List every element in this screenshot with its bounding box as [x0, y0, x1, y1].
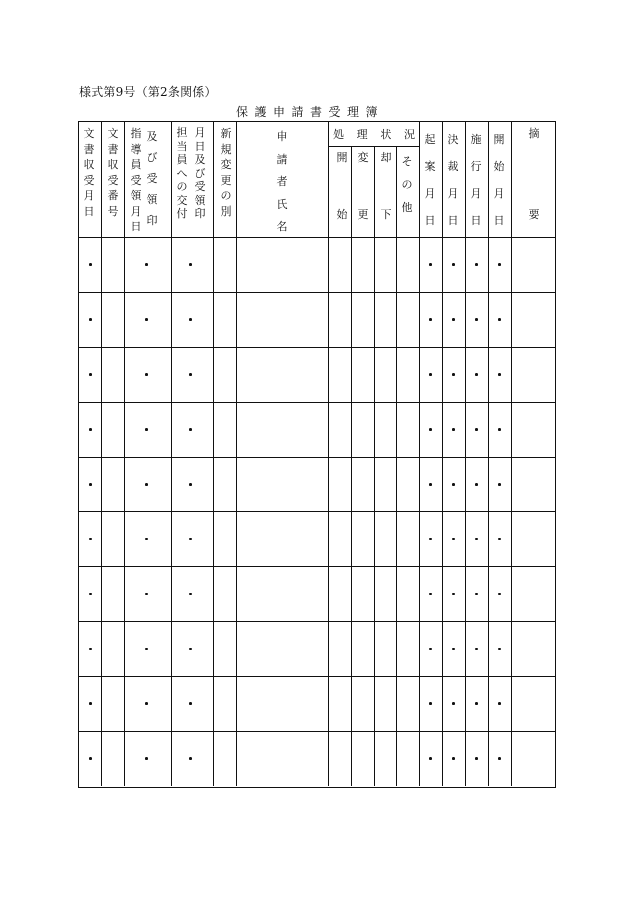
register-cell[interactable] — [419, 237, 442, 292]
register-cell[interactable] — [465, 511, 488, 566]
register-cell[interactable] — [351, 402, 374, 457]
register-cell[interactable] — [101, 511, 124, 566]
register-cell[interactable] — [374, 511, 396, 566]
register-cell[interactable] — [124, 457, 171, 512]
register-cell[interactable] — [236, 292, 328, 347]
register-cell[interactable] — [236, 566, 328, 621]
register-cell[interactable] — [396, 347, 419, 402]
register-cell[interactable] — [351, 731, 374, 786]
register-cell[interactable] — [213, 566, 236, 621]
register-cell[interactable] — [236, 676, 328, 731]
register-cell[interactable] — [171, 457, 213, 512]
register-cell[interactable] — [419, 511, 442, 566]
register-cell[interactable] — [79, 237, 101, 292]
register-cell[interactable] — [511, 292, 555, 347]
register-cell[interactable] — [374, 621, 396, 676]
register-cell[interactable] — [442, 292, 465, 347]
register-cell[interactable] — [79, 566, 101, 621]
register-cell[interactable] — [488, 676, 511, 731]
register-cell[interactable] — [442, 347, 465, 402]
register-cell[interactable] — [419, 676, 442, 731]
header-status-other: そ の 他 — [401, 155, 413, 214]
register-cell[interactable] — [101, 731, 124, 786]
register-cell[interactable] — [419, 731, 442, 786]
register-cell[interactable] — [213, 731, 236, 786]
register-cell[interactable] — [79, 731, 101, 786]
register-cell[interactable] — [124, 676, 171, 731]
register-cell[interactable] — [101, 237, 124, 292]
register-cell[interactable] — [328, 566, 351, 621]
register-cell[interactable] — [171, 566, 213, 621]
register-cell[interactable] — [442, 621, 465, 676]
register-cell[interactable] — [374, 237, 396, 292]
header-applicant-name: 申 請 者 氏 名 — [276, 130, 288, 233]
register-cell[interactable] — [488, 292, 511, 347]
register-cell[interactable] — [511, 676, 555, 731]
header-status-start: 開 始 — [336, 151, 348, 221]
register-cell[interactable] — [351, 511, 374, 566]
header-instructor-receipt-b: 及 び 受 領 印 — [146, 130, 158, 227]
register-cell[interactable] — [511, 731, 555, 786]
register-cell[interactable] — [213, 621, 236, 676]
register-cell[interactable] — [488, 237, 511, 292]
register-cell[interactable] — [488, 731, 511, 786]
register-cell[interactable] — [101, 292, 124, 347]
register-cell[interactable] — [442, 457, 465, 512]
register-cell[interactable] — [396, 457, 419, 512]
register-cell[interactable] — [442, 511, 465, 566]
header-status-change: 変 更 — [357, 151, 369, 221]
header-decision-date: 決 裁 月 日 — [447, 133, 459, 227]
register-cell[interactable] — [351, 237, 374, 292]
header-remarks: 摘 要 — [528, 127, 540, 221]
register-cell[interactable] — [465, 676, 488, 731]
register-cell[interactable] — [465, 347, 488, 402]
register-cell[interactable] — [442, 237, 465, 292]
register-cell[interactable] — [511, 511, 555, 566]
register-cell[interactable] — [124, 237, 171, 292]
register-cell[interactable] — [419, 292, 442, 347]
register-cell[interactable] — [488, 511, 511, 566]
register-cell[interactable] — [236, 731, 328, 786]
register-cell[interactable] — [374, 676, 396, 731]
register-cell[interactable] — [351, 292, 374, 347]
status-subheader-line — [328, 146, 419, 147]
register-cell[interactable] — [442, 731, 465, 786]
register-cell[interactable] — [419, 347, 442, 402]
register-cell[interactable] — [124, 566, 171, 621]
register-cell[interactable] — [101, 402, 124, 457]
register-cell[interactable] — [328, 457, 351, 512]
register-cell[interactable] — [328, 237, 351, 292]
register-cell[interactable] — [124, 292, 171, 347]
header-start-date: 開 始 月 日 — [493, 133, 505, 227]
register-cell[interactable] — [374, 731, 396, 786]
header-delivery-a: 担 当 員 へ の 交 付 — [176, 126, 188, 220]
register-cell[interactable] — [465, 566, 488, 621]
register-cell[interactable] — [171, 237, 213, 292]
register-cell[interactable] — [374, 292, 396, 347]
register-cell[interactable] — [419, 457, 442, 512]
register-cell[interactable] — [465, 621, 488, 676]
register-cell[interactable] — [79, 676, 101, 731]
register-cell[interactable] — [488, 566, 511, 621]
register-cell[interactable] — [511, 566, 555, 621]
register-cell[interactable] — [171, 731, 213, 786]
register-cell[interactable] — [213, 457, 236, 512]
header-new-change: 新 規 変 更 の 別 — [220, 127, 232, 218]
header-status-group: 処 理 状 況 — [333, 128, 415, 141]
register-cell[interactable] — [124, 347, 171, 402]
register-cell[interactable] — [511, 402, 555, 457]
register-cell[interactable] — [328, 731, 351, 786]
register-cell[interactable] — [465, 237, 488, 292]
register-cell[interactable] — [328, 676, 351, 731]
register-cell[interactable] — [419, 402, 442, 457]
register-cell[interactable] — [396, 566, 419, 621]
register-cell[interactable] — [351, 621, 374, 676]
register-cell[interactable] — [79, 347, 101, 402]
register-cell[interactable] — [374, 566, 396, 621]
register-cell[interactable] — [488, 402, 511, 457]
register-cell[interactable] — [171, 292, 213, 347]
header-receipt-date: 文 書 収 受 月 日 — [83, 127, 95, 218]
register-cell[interactable] — [236, 347, 328, 402]
register-cell[interactable] — [488, 621, 511, 676]
register-cell[interactable] — [171, 347, 213, 402]
register-title: 保護申請書受理簿 — [236, 105, 385, 119]
register-table — [78, 121, 556, 788]
register-cell[interactable] — [465, 402, 488, 457]
header-draft-date: 起 案 月 日 — [424, 133, 436, 227]
register-cell[interactable] — [171, 676, 213, 731]
register-cell[interactable] — [396, 402, 419, 457]
register-cell[interactable] — [442, 566, 465, 621]
register-cell[interactable] — [79, 457, 101, 512]
register-cell[interactable] — [396, 621, 419, 676]
header-instructor-receipt-a: 指 導 員 受 領 月 日 — [130, 127, 142, 233]
register-cell[interactable] — [328, 511, 351, 566]
register-cell[interactable] — [79, 621, 101, 676]
register-cell[interactable] — [488, 347, 511, 402]
register-cell[interactable] — [396, 292, 419, 347]
register-cell[interactable] — [351, 457, 374, 512]
register-cell[interactable] — [124, 731, 171, 786]
register-cell[interactable] — [101, 347, 124, 402]
register-cell[interactable] — [101, 676, 124, 731]
register-cell[interactable] — [465, 457, 488, 512]
register-cell[interactable] — [419, 621, 442, 676]
register-cell[interactable] — [511, 237, 555, 292]
form-number: 様式第9号（第2条関係） — [79, 85, 217, 99]
register-cell[interactable] — [101, 457, 124, 512]
register-cell[interactable] — [236, 402, 328, 457]
register-cell[interactable] — [79, 292, 101, 347]
register-cell[interactable] — [328, 292, 351, 347]
register-cell[interactable] — [236, 511, 328, 566]
register-cell[interactable] — [124, 621, 171, 676]
register-cell[interactable] — [236, 237, 328, 292]
register-cell[interactable] — [79, 402, 101, 457]
register-cell[interactable] — [396, 511, 419, 566]
register-cell[interactable] — [79, 511, 101, 566]
register-cell[interactable] — [328, 621, 351, 676]
register-cell[interactable] — [351, 347, 374, 402]
register-cell[interactable] — [328, 402, 351, 457]
register-cell[interactable] — [213, 347, 236, 402]
register-cell[interactable] — [171, 511, 213, 566]
register-cell[interactable] — [101, 621, 124, 676]
register-cell[interactable] — [236, 621, 328, 676]
register-cell[interactable] — [465, 731, 488, 786]
register-cell[interactable] — [396, 731, 419, 786]
register-cell[interactable] — [465, 292, 488, 347]
register-cell[interactable] — [171, 402, 213, 457]
register-cell[interactable] — [236, 457, 328, 512]
register-cell[interactable] — [374, 347, 396, 402]
register-cell[interactable] — [213, 237, 236, 292]
register-cell[interactable] — [511, 457, 555, 512]
register-cell[interactable] — [488, 457, 511, 512]
register-cell[interactable] — [213, 292, 236, 347]
register-cell[interactable] — [213, 511, 236, 566]
register-cell[interactable] — [396, 237, 419, 292]
register-cell[interactable] — [328, 347, 351, 402]
register-cell[interactable] — [101, 566, 124, 621]
register-cell[interactable] — [124, 402, 171, 457]
register-cell[interactable] — [396, 676, 419, 731]
register-cell[interactable] — [351, 676, 374, 731]
register-cell[interactable] — [213, 676, 236, 731]
register-cell[interactable] — [374, 402, 396, 457]
register-cell[interactable] — [213, 402, 236, 457]
register-cell[interactable] — [124, 511, 171, 566]
header-delivery-b: 月 日 及 び 受 領 印 — [194, 126, 206, 220]
register-cell[interactable] — [511, 347, 555, 402]
register-cell[interactable] — [511, 621, 555, 676]
register-cell[interactable] — [419, 566, 442, 621]
register-cell[interactable] — [171, 621, 213, 676]
header-status-reject: 却 下 — [380, 151, 392, 221]
register-cell[interactable] — [442, 676, 465, 731]
register-cell[interactable] — [351, 566, 374, 621]
header-receipt-number: 文 書 収 受 番 号 — [107, 127, 119, 218]
register-cell[interactable] — [442, 402, 465, 457]
register-cell[interactable] — [374, 457, 396, 512]
header-enforce-date: 施 行 月 日 — [470, 133, 482, 227]
